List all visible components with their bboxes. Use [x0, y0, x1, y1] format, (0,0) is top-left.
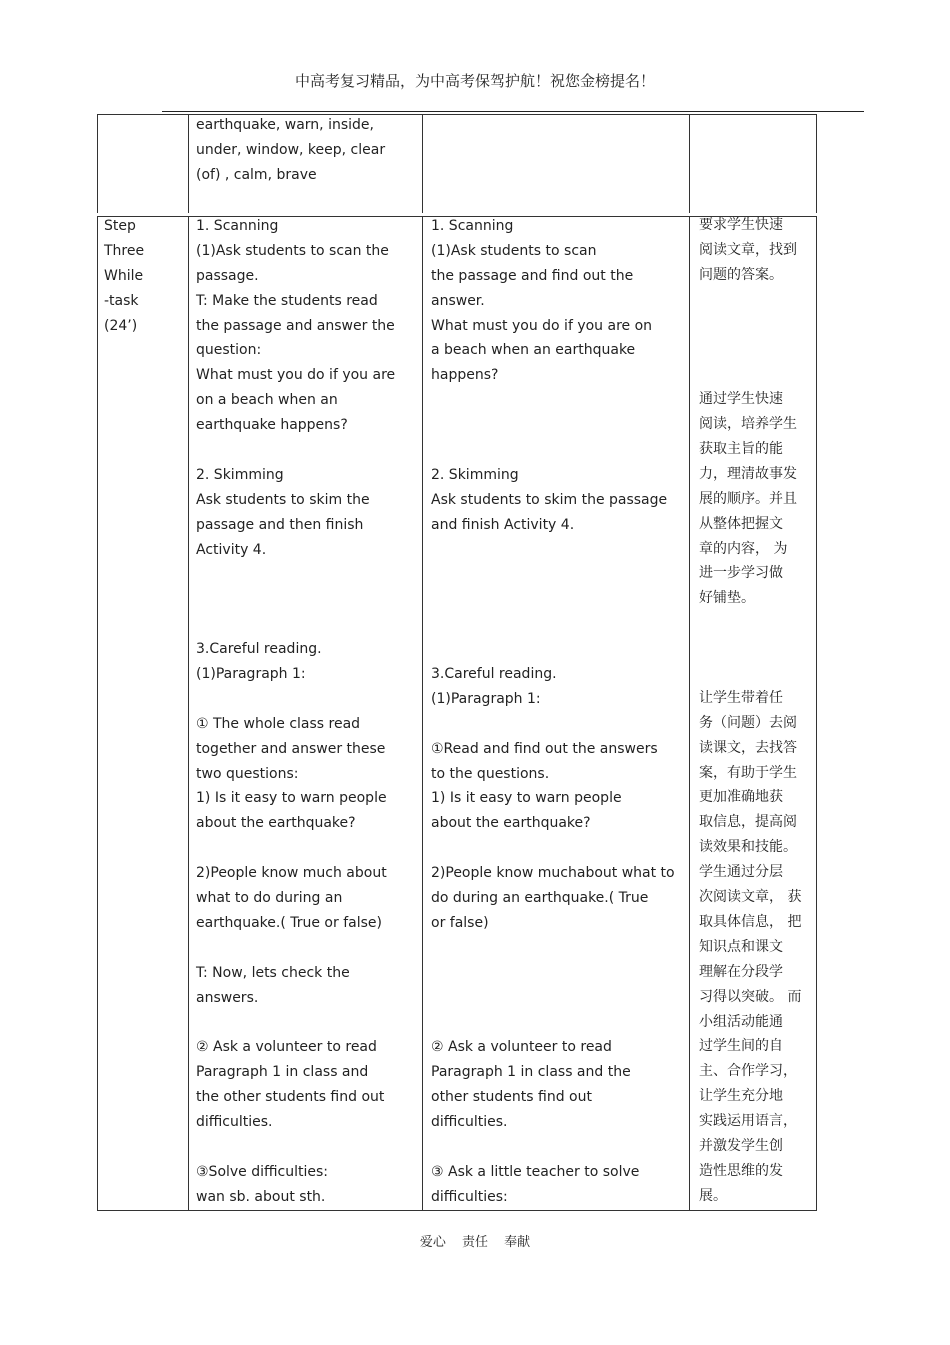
purpose-line	[699, 636, 809, 661]
purpose-line: 读课文，去找答	[699, 739, 797, 756]
top-table-col-border-1	[97, 114, 98, 213]
student-line	[431, 413, 679, 438]
teacher-line	[196, 936, 410, 961]
teacher-line: ③Solve difficulties:	[196, 1163, 329, 1180]
teacher-line	[196, 1135, 410, 1160]
student-line: happens?	[431, 367, 499, 384]
teacher-line: ① The whole class read	[196, 715, 361, 732]
teacher-line: what to do during an	[196, 890, 343, 907]
purpose-line: 主、合作学习，	[699, 1063, 797, 1080]
purpose-line: 让学生充分地	[699, 1088, 783, 1105]
teacher-line: question:	[196, 342, 262, 359]
teacher-line: together and answer these	[196, 740, 386, 757]
student-line: the passage and find out the	[431, 267, 634, 284]
teacher-line: on a beach when an	[196, 392, 338, 409]
student-line: 3.Careful reading.	[431, 666, 557, 683]
purpose-line: 通过学生快速	[699, 391, 783, 408]
vocab-line: (of) , calm, brave	[196, 166, 317, 183]
teacher-line: Paragraph 1 in class and	[196, 1064, 369, 1081]
teacher-line: difficulties.	[196, 1114, 273, 1131]
teacher-line	[196, 438, 410, 463]
purpose-line: 获取主旨的能	[699, 441, 783, 458]
student-line: What must you do if you are on	[431, 317, 653, 334]
top-table-col-border-2	[188, 114, 189, 213]
vocab-line: under, window, keep, clear	[196, 141, 386, 158]
student-line: 1) Is it easy to warn people	[431, 790, 622, 807]
student-line: difficulties.	[431, 1114, 508, 1131]
purpose-line	[699, 288, 809, 313]
student-line: about the earthquake?	[431, 815, 591, 832]
step-cell	[104, 214, 184, 338]
step-line: (24’)	[104, 317, 138, 334]
teacher-line: wan sb. about sth.	[196, 1188, 326, 1205]
teacher-line: 2)People know much about	[196, 865, 387, 882]
purpose-line: 取信息，提高阅	[699, 814, 797, 831]
student-line	[431, 587, 679, 612]
purpose-line: 案，有助于学生	[699, 764, 797, 781]
teacher-line: 2. Skimming	[196, 466, 284, 483]
header-rule	[162, 111, 864, 112]
main-table-col-border-3	[422, 216, 423, 1210]
student-line: to the questions.	[431, 765, 550, 782]
purpose-line: 问题的答案。	[699, 266, 783, 283]
purpose-line: 习得以突破。 而	[699, 988, 802, 1005]
student-line	[431, 986, 679, 1011]
purpose-line: 进一步学习做	[699, 565, 783, 582]
design-purpose-cell	[699, 213, 809, 1209]
student-line: ①Read and find out the answers	[431, 740, 658, 757]
student-line: difficulties:	[431, 1188, 508, 1205]
teacher-line: 1. Scanning	[196, 218, 279, 234]
student-line: or false)	[431, 914, 489, 931]
purpose-line: 学生通过分层	[699, 864, 783, 881]
student-line	[431, 836, 679, 861]
student-line: 1. Scanning	[431, 218, 514, 234]
teacher-line: answers.	[196, 989, 259, 1006]
teacher-line	[196, 836, 410, 861]
step-line: -task	[104, 292, 139, 309]
teacher-line	[196, 612, 410, 637]
purpose-line	[699, 337, 809, 362]
purpose-line	[699, 362, 809, 387]
student-line: other students find out	[431, 1089, 592, 1106]
student-line: and finish Activity 4.	[431, 516, 575, 533]
teacher-line: T: Make the students read	[196, 292, 378, 309]
page-footer	[0, 1231, 950, 1250]
purpose-line: 好铺垫。	[699, 590, 755, 607]
teacher-line: What must you do if you are	[196, 367, 396, 384]
student-line: Ask students to skim the passage	[431, 491, 668, 508]
top-table-col-border-4	[689, 114, 690, 213]
teacher-line: T: Now, lets check the	[196, 964, 350, 981]
teacher-line	[196, 1011, 410, 1036]
main-table-col-border-5	[816, 216, 817, 1210]
footer-word: 责任	[461, 1235, 488, 1250]
purpose-line: 造性思维的发	[699, 1162, 783, 1179]
step-line: While	[104, 267, 144, 284]
teacher-line: the other students find out	[196, 1089, 385, 1106]
teacher-line: earthquake happens?	[196, 417, 348, 434]
purpose-line: 更加准确地获	[699, 789, 783, 806]
top-row-vocabulary-cell	[196, 113, 399, 188]
main-table-bottom-border	[97, 1210, 817, 1211]
purpose-line: 让学生带着任	[699, 689, 783, 706]
purpose-line: 实践运用语言，	[699, 1113, 797, 1130]
teacher-line: Ask students to skim the	[196, 491, 370, 508]
student-line	[431, 1011, 679, 1036]
purpose-line: 从整体把握文	[699, 515, 783, 532]
purpose-line: 次阅读文章， 获	[699, 889, 802, 906]
student-line	[431, 637, 679, 662]
purpose-line: 并激发学生创	[699, 1137, 783, 1154]
teacher-line	[196, 687, 410, 712]
student-line	[431, 438, 679, 463]
student-line: answer.	[431, 292, 485, 309]
vocab-line	[196, 113, 399, 138]
teacher-line: earthquake.( True or false)	[196, 914, 382, 931]
teacher-line: Activity 4.	[196, 541, 267, 558]
purpose-line: 阅读，培养学生	[699, 416, 797, 433]
footer-word: 奉献	[504, 1235, 531, 1250]
purpose-line	[699, 661, 809, 686]
student-line: ② Ask a volunteer to read	[431, 1039, 612, 1056]
student-line: Paragraph 1 in class and the	[431, 1064, 631, 1081]
teacher-line: 3.Careful reading.	[196, 641, 322, 658]
teacher-line: the passage and answer the	[196, 317, 395, 334]
purpose-line: 要求学生快速	[699, 217, 783, 233]
student-line: (1)Paragraph 1:	[431, 690, 541, 707]
teacher-line: about the earthquake?	[196, 815, 356, 832]
teacher-line	[196, 562, 410, 587]
student-line: 2. Skimming	[431, 466, 519, 483]
student-line: 2)People know muchabout what to	[431, 865, 675, 882]
step-line: Three	[104, 242, 145, 259]
purpose-line: 展的顺序。并且	[699, 490, 797, 507]
student-line: ③ Ask a little teacher to solve	[431, 1163, 640, 1180]
footer-word: 爱心	[419, 1235, 446, 1250]
purpose-line: 过学生间的自	[699, 1038, 783, 1055]
purpose-line: 读效果和技能。	[699, 839, 797, 856]
teacher-activity-cell	[196, 214, 410, 1210]
purpose-line: 小组活动能通	[699, 1013, 783, 1030]
student-line	[431, 936, 679, 961]
purpose-line: 取具体信息， 把	[699, 913, 802, 930]
main-table-col-border-4	[689, 216, 690, 1210]
student-line	[431, 712, 679, 737]
vocab-text: earthquake, warn, inside,	[196, 117, 374, 133]
teacher-line: (1)Paragraph 1:	[196, 666, 306, 683]
student-line	[431, 1135, 679, 1160]
page-header: 中高考复习精品，为中高考保驾护航！祝您金榜提名！	[294, 72, 655, 90]
top-table-col-border-3	[422, 114, 423, 213]
student-line	[431, 961, 679, 986]
teacher-line: 1) Is it easy to warn people	[196, 790, 387, 807]
purpose-line: 知识点和课文	[699, 938, 783, 955]
purpose-line	[699, 611, 809, 636]
student-activity-cell	[431, 214, 679, 1210]
student-line	[431, 612, 679, 637]
teacher-line: passage.	[196, 267, 259, 284]
purpose-line	[699, 313, 809, 338]
teacher-line: two questions:	[196, 765, 299, 782]
main-table-col-border-1	[97, 216, 98, 1210]
purpose-line: 章的内容， 为	[699, 540, 788, 557]
purpose-line: 力，理清故事发	[699, 465, 797, 482]
teacher-line	[196, 587, 410, 612]
purpose-line: 理解在分段学	[699, 963, 783, 980]
main-table-col-border-2	[188, 216, 189, 1210]
student-line: do during an earthquake.( True	[431, 890, 649, 907]
top-table-col-border-5	[816, 114, 817, 213]
student-line	[431, 562, 679, 587]
purpose-line: 展。	[699, 1187, 727, 1204]
step-line: Step	[104, 218, 136, 234]
student-line: (1)Ask students to scan	[431, 242, 597, 259]
student-line	[431, 538, 679, 563]
student-line: a beach when an earthquake	[431, 342, 636, 359]
teacher-line: passage and then finish	[196, 516, 364, 533]
teacher-line: ② Ask a volunteer to read	[196, 1039, 377, 1056]
student-line	[431, 388, 679, 413]
teacher-line: (1)Ask students to scan the	[196, 242, 389, 259]
purpose-line: 务（问题）去阅	[699, 714, 797, 731]
purpose-line: 阅读文章，找到	[699, 241, 797, 258]
